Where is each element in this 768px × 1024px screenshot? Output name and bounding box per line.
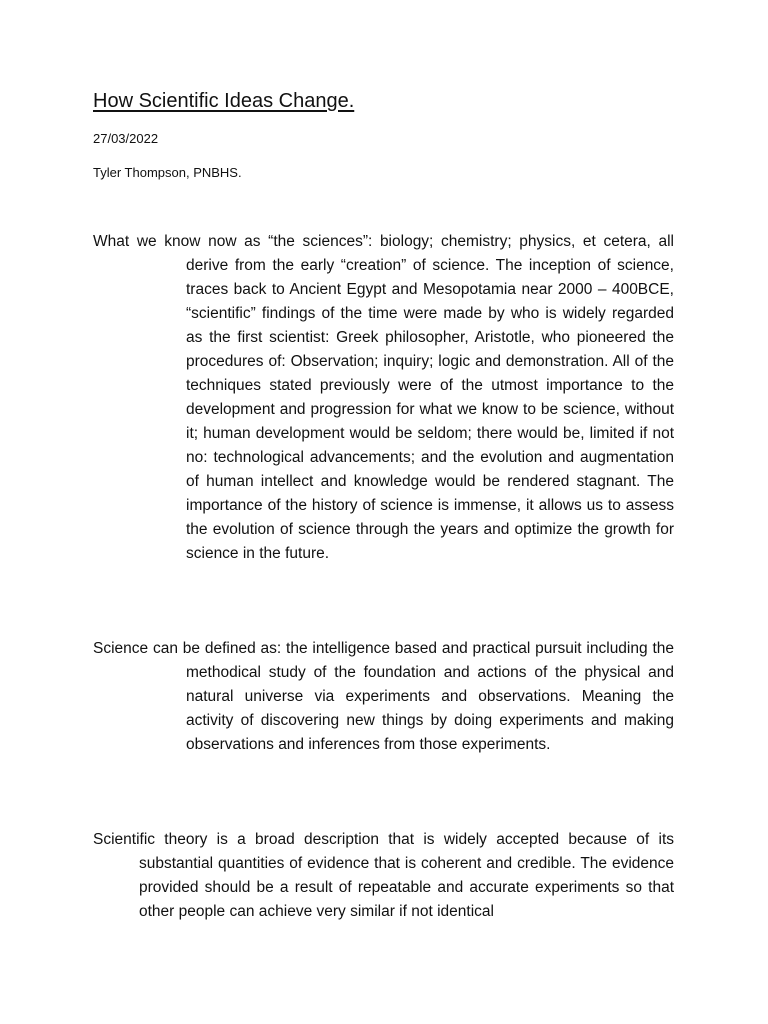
document-title: How Scientific Ideas Change. [93, 90, 355, 112]
paragraph-scientific-theory: Scientific theory is a broad description that is widely accepted because of its substantial quantities of evidence that is coherent and credible. The evidence provided should be a result of repeatable and accurate experiments so that other people can achieve very similar if not identical [93, 831, 674, 920]
document-author: Tyler Thompson, PNBHS. [93, 165, 242, 180]
paragraph-history-of-science: What we know now as “the sciences”: biology; chemistry; physics, et cetera, all derive from the early “creation” of science. The inception of science, traces back to Ancient Egypt and Mesopotamia near 2000 – 400BCE, “scientific” findings of the time were made by who is widely regarded as the first scientist: Greek philosopher, Aristotle, who pioneered the procedures of: Observation; inquiry; logic and demonstration. All of the techniques stated previously were of the utmost importance to the development and progression for what we know to be science, without it; human development would be seldom; there would be, limited if not no: technological advancements; and the evolution and augmentation of human intellect and knowledge would be rendered stagnant. The importance of the history of science is immense, it allows us to assess the evolution of science through the years and optimize the growth for science in the future. [93, 233, 674, 562]
paragraph-science-definition: Science can be defined as: the intelligence based and practical pursuit including the methodical study of the foundation and actions of the physical and natural universe via experiments and observations. Meaning the activity of discovering new things by doing experiments and making observations and inferences from those experiments. [93, 640, 674, 753]
document-date: 27/03/2022 [93, 131, 159, 146]
